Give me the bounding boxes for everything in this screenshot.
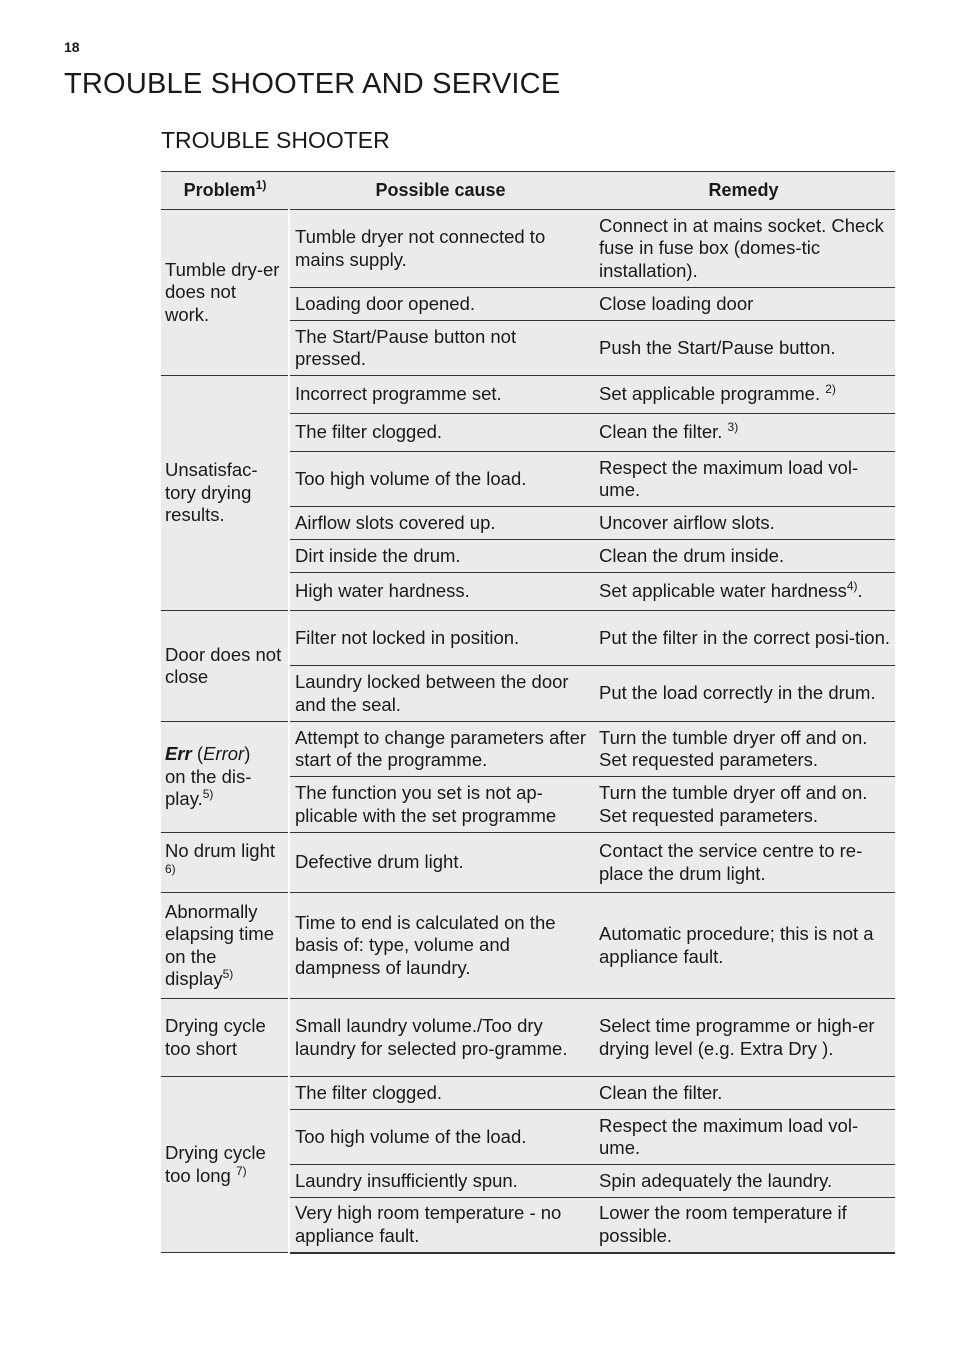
footnote-ref: 3) — [727, 420, 739, 435]
remedy-cell: Clean the filter. $^{3)}$ — [592, 414, 895, 452]
remedy-cell: Clean the filter. — [592, 1077, 895, 1110]
remedy-cell: Turn the tumble dryer off and on. Set requested parameters. — [592, 722, 895, 777]
footnote-ref: 7) — [235, 1163, 247, 1178]
table-header-row — [161, 172, 895, 210]
remedy-cell: Put the filter in the correct posi-tion. — [592, 611, 895, 666]
table-row — [161, 1077, 895, 1110]
problem-cell: Drying cycle too long $^{7)}$ — [161, 1077, 289, 1253]
header-remedy: Remedy — [592, 172, 895, 210]
remedy-cell: Spin adequately the laundry. — [592, 1165, 895, 1198]
remedy-cell: Uncover airflow slots. — [592, 507, 895, 540]
cause-cell: Attempt to change parameters after start of the programme. — [289, 722, 592, 777]
header-problem: Problem$^{1)}$ — [161, 172, 289, 210]
cause-cell: Loading door opened. — [289, 288, 592, 321]
cause-cell: Tumble dryer not connected to mains supply. — [289, 210, 592, 288]
remedy-cell: Close loading door — [592, 288, 895, 321]
cause-cell: Time to end is calculated on the basis of: type, volume and dampness of laundry. — [289, 893, 592, 999]
error-code: Err — [165, 743, 192, 765]
cause-cell: Defective drum light. — [289, 833, 592, 893]
table-row — [161, 611, 895, 666]
cause-cell: The filter clogged. — [289, 414, 592, 452]
remedy-cell: Set applicable water hardness$^{4)}$. — [592, 573, 895, 611]
footnote-ref: 4) — [846, 579, 858, 594]
cause-cell: Too high volume of the load. — [289, 1110, 592, 1165]
table-row — [161, 893, 895, 999]
cause-cell: Very high room temperature - no appliance fault. — [289, 1198, 592, 1253]
problem-cell: Unsatisfac-tory drying results. — [161, 376, 289, 611]
remedy-cell: Turn the tumble dryer off and on. Set requested parameters. — [592, 777, 895, 833]
remedy-cell: Push the Start/Pause button. — [592, 321, 895, 376]
header-possible-cause: Possible cause — [289, 172, 592, 210]
cause-cell: Laundry locked between the door and the seal. — [289, 666, 592, 722]
remedy-cell: Automatic procedure; this is not a appliance fault. — [592, 893, 895, 999]
remedy-cell: Respect the maximum load vol-ume. — [592, 452, 895, 507]
table-row — [161, 999, 895, 1077]
remedy-cell: Clean the drum inside. — [592, 540, 895, 573]
cause-cell: Filter not locked in position. — [289, 611, 592, 666]
footnote-ref: 5) — [222, 967, 234, 981]
table-row — [161, 833, 895, 893]
problem-cell: Drying cycle too short — [161, 999, 289, 1077]
remedy-cell: Lower the room temperature if possible. — [592, 1198, 895, 1253]
main-title: TROUBLE SHOOTER AND SERVICE — [64, 68, 561, 100]
cause-cell: High water hardness. — [289, 573, 592, 611]
trouble-shooter-table — [161, 171, 895, 1254]
problem-cell: No drum light $^{6)}$ — [161, 833, 289, 893]
cause-cell: Dirt inside the drum. — [289, 540, 592, 573]
remedy-cell: Contact the service centre to re-place the drum light. — [592, 833, 895, 893]
remedy-cell: Select time programme or high-er drying level (e.g. Extra Dry ). — [592, 999, 895, 1077]
remedy-cell: Put the load correctly in the drum. — [592, 666, 895, 722]
remedy-cell: Respect the maximum load vol-ume. — [592, 1110, 895, 1165]
section-title: TROUBLE SHOOTER — [161, 127, 390, 153]
cause-cell: Incorrect programme set. — [289, 376, 592, 414]
table-row — [161, 376, 895, 414]
remedy-cell: Set applicable programme. $^{2)}$ — [592, 376, 895, 414]
problem-cell: Err (Error) on the dis-play.$^{5)}$ — [161, 722, 289, 833]
footnote-ref: 2) — [825, 382, 836, 397]
table-row — [161, 210, 895, 288]
remedy-cell: Connect in at mains socket. Check fuse in fuse box (domes-tic installation). — [592, 210, 895, 288]
footnote-ref: 1) — [255, 178, 267, 193]
cause-cell: Airflow slots covered up. — [289, 507, 592, 540]
cause-cell: The Start/Pause button not pressed. — [289, 321, 592, 376]
footnote-ref: 5) — [202, 787, 214, 802]
problem-cell: Tumble dry-er does not work. — [161, 210, 289, 376]
footnote-ref: 6) — [165, 861, 176, 876]
cause-cell: Laundry insufficiently spun. — [289, 1165, 592, 1198]
cause-cell: Small laundry volume./Too dry laundry for selected pro-gramme. — [289, 999, 592, 1077]
cause-cell: The function you set is not ap-plicable with the set programme — [289, 777, 592, 833]
cause-cell: The filter clogged. — [289, 1077, 592, 1110]
table-row — [161, 722, 895, 777]
problem-cell: Abnormally elapsing time on the display$^{5)}$ — [161, 893, 289, 999]
page-number: 18 — [64, 39, 80, 55]
cause-cell: Too high volume of the load. — [289, 452, 592, 507]
problem-cell: Door does not close — [161, 611, 289, 722]
